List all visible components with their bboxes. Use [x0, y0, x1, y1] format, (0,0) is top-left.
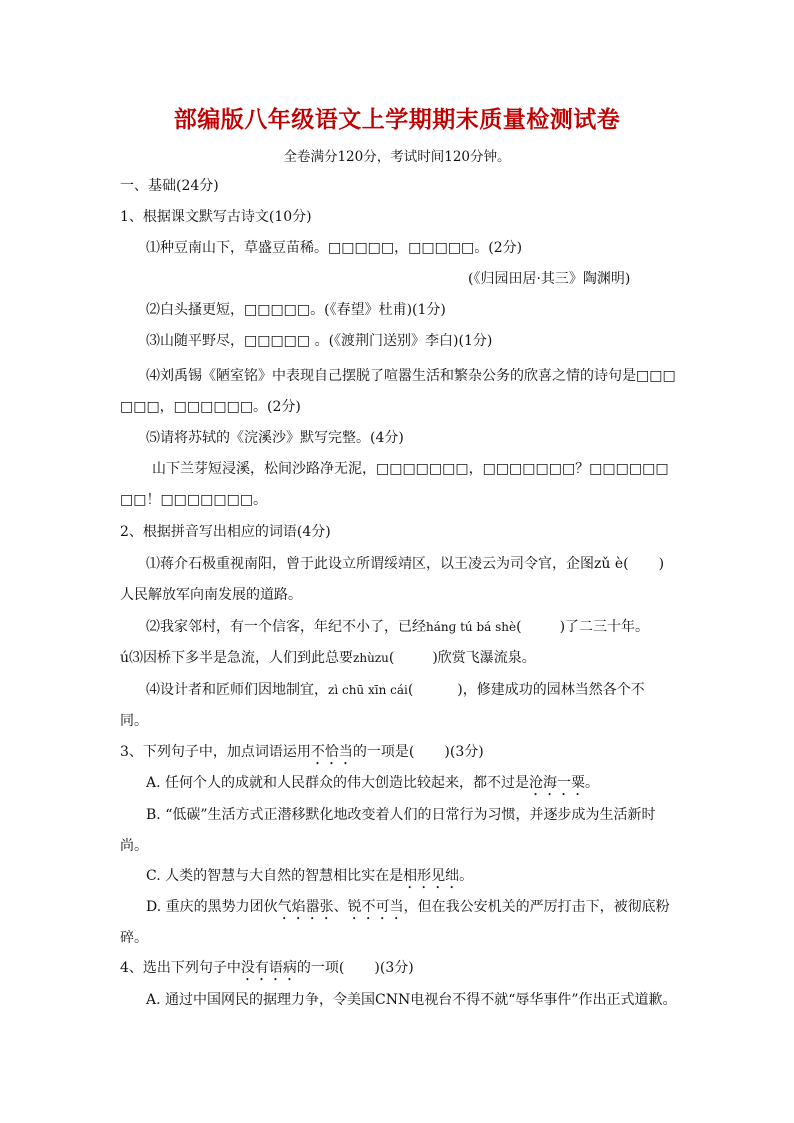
q2-item-2-close: )了二三十年。: [559, 619, 650, 635]
question-1-item-1-source: (《归园田居·其三》陶渊明): [468, 271, 631, 287]
q2-item-1-close: ): [658, 556, 665, 572]
exam-subtitle: 全卷满分120分，考试时间120分钟。: [283, 149, 511, 165]
q2-item-4-close: )，修建成功的园林当然各个不: [457, 682, 645, 698]
question-1-item-2: ⑵白头搔更短，□□□□□。(《春望》杜甫)(1分): [146, 302, 446, 318]
question-2-item-1-cont: 人民解放军向南发展的道路。: [120, 587, 302, 603]
question-1-item-3: ⑶山随平野尽，□□□□□ 。(《渡荆门送别》李白)(1分): [146, 333, 493, 349]
question-3-heading: [120, 742, 484, 768]
option-d: [146, 897, 670, 923]
question-4-heading: [120, 958, 414, 984]
emphasis-text: 气焰嚣张、锐不可当: [277, 899, 404, 915]
emphasis-text: 没有语病: [240, 960, 297, 976]
q4-heading-text: 4、选出下列句子中: [120, 960, 241, 976]
q2-item-3-open: (: [388, 650, 395, 666]
option-d-text-2: ，但在我公安机关的严厉打击下，被彻底粉: [403, 899, 670, 915]
emphasis-text: 沧海一粟: [529, 775, 586, 791]
option-b-cont: 尚。: [120, 838, 148, 854]
q4-heading-score: )(3分): [374, 960, 414, 976]
question-1-item-4-cont: □□□，□□□□□□。(2分): [120, 399, 301, 415]
option-b: B. “低碳”生活方式正潜移默化地改变着人们的日常行为习惯，并逐步成为生活新时: [146, 807, 656, 823]
q3-heading-text: 3、下列句子中，加点词语运用: [120, 744, 311, 760]
q2-item-4-open: (: [407, 682, 414, 698]
section-heading: 一、基础(24分): [120, 178, 219, 194]
q2-item-4-text: ⑷设计者和匠师们因地制宜，: [146, 682, 328, 698]
question-1-item-5: ⑸请将苏轼的《浣溪沙》默写完整。(4分): [146, 430, 404, 446]
question-2-heading: 2、根据拼音写出相应的词语(4分): [120, 524, 331, 540]
q2-item-2-open: (: [516, 619, 522, 635]
q4-heading-text-2: 的一项(: [296, 960, 345, 976]
option-d-text: D. 重庆的黑势力团伙: [146, 899, 278, 915]
q3-heading-score: )(3分): [444, 744, 484, 760]
question-2-item-4: [146, 680, 645, 700]
q3-heading-text-2: 的一项是(: [352, 744, 415, 760]
exam-title: 部编版八年级语文上学期期末质量检测试卷: [173, 107, 621, 133]
question-2-item-3: [120, 648, 536, 668]
pinyin: hánɡ tú bá shè: [426, 620, 517, 634]
question-2-item-1: [146, 554, 664, 574]
option-c-text: C. 人类的智慧与大自然的智慧相比实在是: [146, 868, 404, 884]
q2-item-1-text: ⑴蒋介石极重视南阳，曾于此设立所谓绥靖区，以王凌云为司令官，企图zǔ è(: [146, 556, 629, 572]
option-d-cont: 碎。: [120, 930, 148, 946]
q2-item-3-close: )欣赏飞瀑流泉。: [432, 650, 536, 666]
question-1-heading: 1、根据课文默写古诗文(10分): [120, 209, 312, 225]
option-a: [146, 773, 599, 799]
question-2-item-2: [146, 617, 649, 637]
emphasis-text: 相形见绌: [403, 868, 460, 884]
q2-item-3-prefix: ú: [120, 650, 130, 666]
q2-item-3-text: ⑶因桥下多半是急流，人们到此总要: [129, 650, 354, 666]
pinyin: zhùzu: [353, 651, 389, 665]
option-c-end: 。: [459, 868, 474, 884]
option-a-end: 。: [585, 775, 600, 791]
option-a-text: A. 任何个人的成就和人民群众的伟大创造比较起来，都不过是: [146, 775, 530, 791]
q2-item-2-text: ⑵我家邻村，有一个信客，年纪不小了，已经: [146, 619, 426, 635]
option-a: A. 通过中国网民的据理力争，令美国CNN电视台不得不就“辱华事件”作出正式道歉。: [146, 992, 677, 1008]
question-1-item-1: ⑴种豆南山下，草盛豆苗稀。□□□□□，□□□□□。(2分): [146, 240, 523, 256]
pinyin: zì chū xīn cái: [328, 683, 408, 697]
question-2-item-4-cont: 同。: [120, 713, 148, 729]
poem-line-1: 山下兰芽短浸溪，松间沙路净无泥，□□□□□□□，□□□□□□□？□□□□□□: [152, 461, 669, 477]
emphasis-text: 不恰当: [310, 744, 353, 760]
question-1-item-4: ⑷刘禹锡《陋室铭》中表现自己摆脱了喧嚣生活和繁杂公务的欣喜之情的诗句是□□□: [146, 368, 676, 384]
poem-line-2: □□！□□□□□□□。: [120, 492, 268, 508]
option-c: [146, 866, 473, 892]
